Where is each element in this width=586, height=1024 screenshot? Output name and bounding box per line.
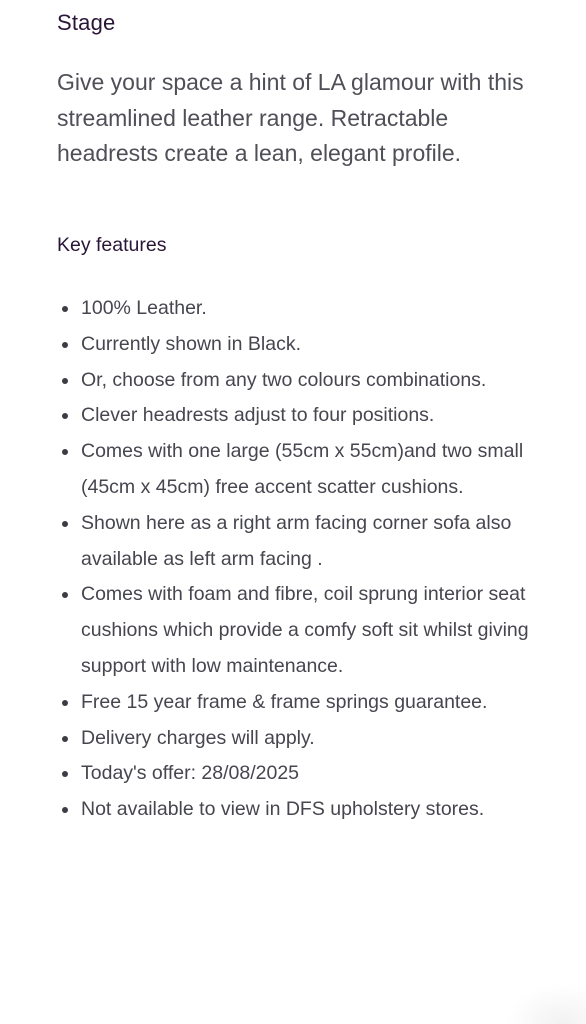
bullet-icon (62, 700, 68, 706)
feature-item (57, 506, 537, 578)
feature-item (57, 291, 537, 327)
feature-text: 100% Leather. (81, 297, 207, 319)
feature-text: Delivery charges will apply. (81, 726, 315, 749)
bullet-icon (62, 413, 68, 419)
bullet-icon (62, 592, 68, 598)
bullet-icon (62, 449, 68, 455)
product-description: Give your space a hint of LA glamour with this streamlined leather range. Retractable headrests create a lean, elegant profile. (57, 69, 524, 166)
feature-item (57, 685, 537, 721)
bullet-icon (62, 342, 68, 348)
feature-item (57, 756, 537, 792)
bullet-icon (62, 771, 68, 777)
feature-text: Or, choose from any two colours combinations. (81, 368, 487, 391)
corner-shadow (506, 984, 586, 1024)
key-features-heading: Key features (57, 234, 167, 256)
feature-text: Clever headrests adjust to four positions. (81, 404, 435, 427)
feature-item (57, 398, 537, 434)
bullet-icon (62, 807, 68, 813)
bullet-icon (62, 306, 68, 312)
feature-item (57, 721, 537, 757)
feature-item (57, 327, 537, 363)
bullet-icon (62, 736, 68, 742)
feature-text: Shown here as a right arm facing corner sofa also available as left arm facing . (81, 511, 512, 570)
feature-text: Comes with foam and fibre, coil sprung interior seat cushions which provide a comfy soft sit whilst giving support with low maintenance. (81, 583, 529, 677)
feature-item (57, 792, 537, 828)
feature-text: Free 15 year frame & frame springs guarantee. (81, 690, 488, 713)
feature-text: Today's offer: 28/08/2025 (81, 762, 300, 785)
feature-text: Comes with one large (55cm x 55cm)and two small (45cm x 45cm) free accent scatter cushions. (81, 440, 524, 498)
feature-text: Currently shown in Black. (81, 332, 302, 355)
bullet-icon (62, 521, 68, 527)
key-features-list (57, 291, 537, 828)
bullet-icon (62, 378, 68, 384)
feature-text: Not available to view in DFS upholstery stores. (81, 798, 485, 821)
product-title: Stage (57, 10, 116, 35)
feature-item (57, 363, 537, 399)
feature-item (57, 434, 537, 506)
feature-item (57, 577, 537, 684)
